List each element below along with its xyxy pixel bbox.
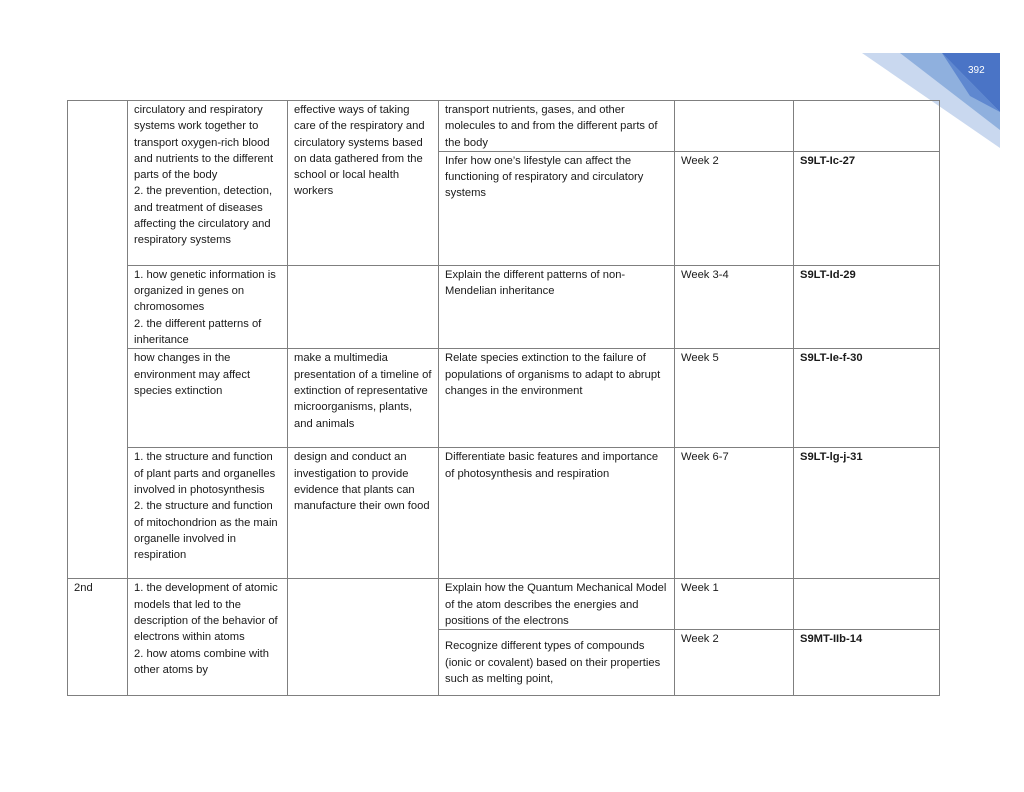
content-cell: circulatory and respiratory systems work together to transport oxygen-rich blood and nutrients to the different parts of the body 2. the prevention, detection, and treatment of diseases affecting the circulatory and respiratory systems: [128, 101, 288, 266]
code-cell: S9MT-IIb-14: [794, 630, 940, 696]
content-cell: 1. the structure and function of plant parts and organelles involved in photosynthesis 2. the structure and function of mitochondrion as the main organelle involved in respiration: [128, 448, 288, 579]
content-cell: how changes in the environment may affect species extinction: [128, 349, 288, 448]
table-row: [68, 101, 940, 152]
week-cell: Week 1: [675, 579, 794, 630]
code-cell: [794, 101, 940, 152]
performance-cell: [288, 579, 439, 696]
performance-cell: [288, 265, 439, 348]
code-cell: [794, 579, 940, 630]
code-cell: S9LT-Ic-27: [794, 151, 940, 265]
competency-cell: Differentiate basic features and importance of photosynthesis and respiration: [439, 448, 675, 579]
week-cell: Week 3-4: [675, 265, 794, 348]
competency-cell: Explain how the Quantum Mechanical Model of the atom describes the energies and positions of the electrons: [439, 579, 675, 630]
performance-cell: make a multimedia presentation of a timeline of extinction of representative microorganisms, plants, and animals: [288, 349, 439, 448]
table-row: [68, 579, 940, 630]
week-cell: Week 2: [675, 151, 794, 265]
table-row: [68, 448, 940, 579]
week-cell: Week 6-7: [675, 448, 794, 579]
competency-cell: Relate species extinction to the failure of populations of organisms to adapt to abrupt changes in the environment: [439, 349, 675, 448]
table-row: [68, 349, 940, 448]
competency-cell: Infer how one’s lifestyle can affect the functioning of respiratory and circulatory systems: [439, 151, 675, 265]
code-cell: S9LT-Ie-f-30: [794, 349, 940, 448]
curriculum-table: [67, 100, 940, 696]
quarter-cell: [68, 101, 128, 579]
competency-cell: transport nutrients, gases, and other molecules to and from the different parts of the body: [439, 101, 675, 152]
content-cell: 1. how genetic information is organized in genes on chromosomes 2. the different patterns of inheritance: [128, 265, 288, 348]
week-cell: [675, 101, 794, 152]
competency-cell: Explain the different patterns of non-Mendelian inheritance: [439, 265, 675, 348]
page-number: 392: [968, 65, 985, 76]
competency-cell: Recognize different types of compounds (ionic or covalent) based on their properties such as melting point,: [439, 630, 675, 696]
table-row: [68, 265, 940, 348]
week-cell: Week 2: [675, 630, 794, 696]
performance-cell: design and conduct an investigation to provide evidence that plants can manufacture their own food: [288, 448, 439, 579]
week-cell: Week 5: [675, 349, 794, 448]
performance-cell: effective ways of taking care of the respiratory and circulatory systems based on data gathered from the school or local health workers: [288, 101, 439, 266]
quarter-cell: 2nd: [68, 579, 128, 696]
code-cell: S9LT-Id-29: [794, 265, 940, 348]
content-cell: 1. the development of atomic models that led to the description of the behavior of electrons within atoms 2. how atoms combine with other atoms by: [128, 579, 288, 696]
code-cell: S9LT-lg-j-31: [794, 448, 940, 579]
